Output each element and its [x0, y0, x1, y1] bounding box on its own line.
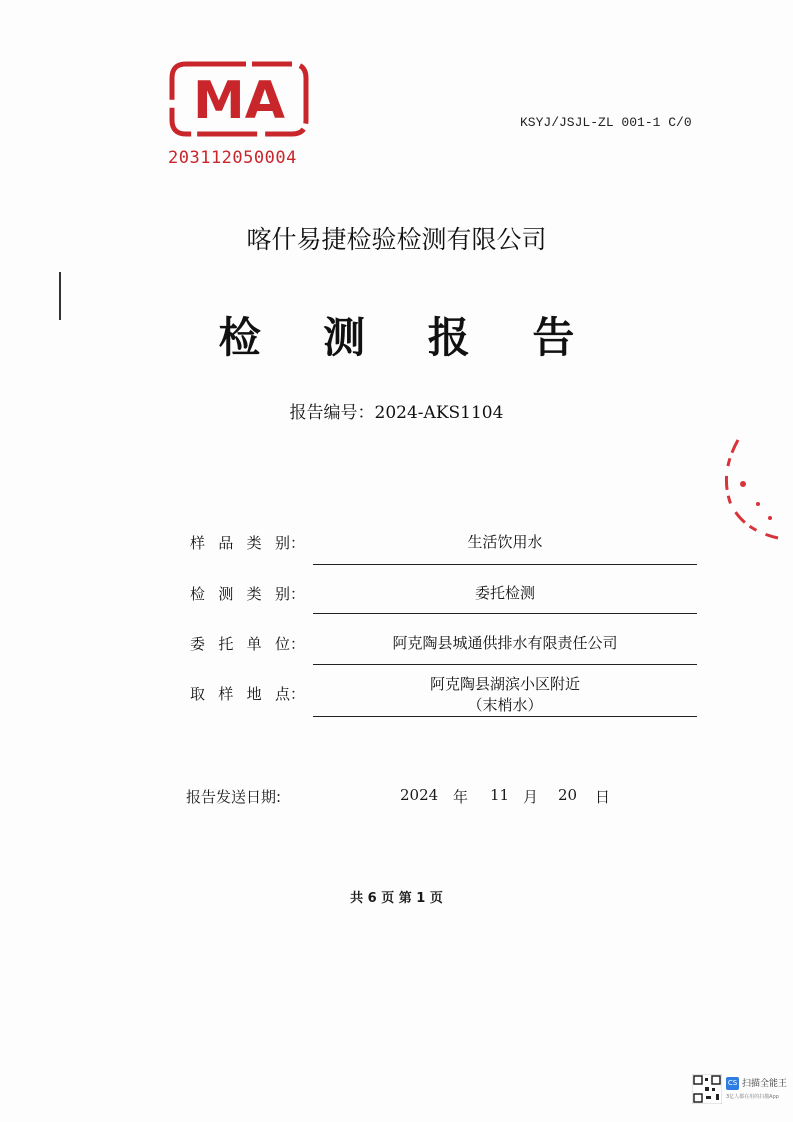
sampling-location-value: 阿克陶县湖滨小区附近 [429, 675, 580, 693]
scanner-app-name: 扫描全能王 [742, 1079, 788, 1089]
test-category-value: 委托检测 [474, 584, 535, 602]
send-date-label: 报告发送日期: [186, 788, 282, 806]
sample-category-value: 生活饮用水 [467, 533, 543, 551]
field-colon: ： [290, 534, 306, 552]
ma-stamp-number: 203112050004 [168, 148, 297, 168]
company-name: 喀什易捷检验检测有限公司 [246, 225, 547, 254]
day-unit: 日 [595, 788, 611, 806]
binding-mark [57, 272, 63, 320]
field-underline [313, 564, 697, 565]
report-title: 检 测 报 告 [218, 313, 599, 362]
sampling-location-note: （末梢水） [467, 696, 543, 714]
field-underline [313, 664, 697, 665]
field-colon: ： [290, 635, 306, 653]
month-unit: 月 [523, 788, 539, 806]
field-colon: ： [290, 585, 306, 603]
send-date-day: 20 [558, 786, 578, 804]
field-underline [313, 716, 697, 717]
field-colon: ： [290, 685, 306, 703]
ma-certification-stamp [168, 60, 310, 138]
report-number: 报告编号：2024-AKS1104 [289, 403, 504, 423]
client-value: 阿克陶县城通供排水有限责任公司 [392, 634, 618, 652]
send-date-year: 2024 [400, 786, 439, 804]
year-unit: 年 [453, 788, 469, 806]
client-label: 委托单位 [190, 635, 290, 653]
partial-seal-mark [718, 432, 793, 542]
ma-stamp-text: MA [193, 71, 285, 131]
document-code: KSYJ/JSJL-ZL 001-1 C/0 [520, 115, 692, 130]
scanner-logo-icon: CS [726, 1077, 739, 1090]
sample-category-label: 样品类别 [190, 534, 290, 552]
field-underline [313, 613, 697, 614]
scanner-app-badge [692, 1074, 788, 1108]
qr-code-icon [692, 1074, 722, 1104]
test-category-label: 检测类别 [190, 585, 290, 603]
send-date-month: 11 [490, 786, 510, 804]
sampling-location-label: 取样地点 [190, 685, 290, 703]
page-count-footer: 共 6 页 第 1 页 [350, 891, 443, 906]
scanner-tagline: 3亿人都在用的扫描App [726, 1094, 779, 1100]
